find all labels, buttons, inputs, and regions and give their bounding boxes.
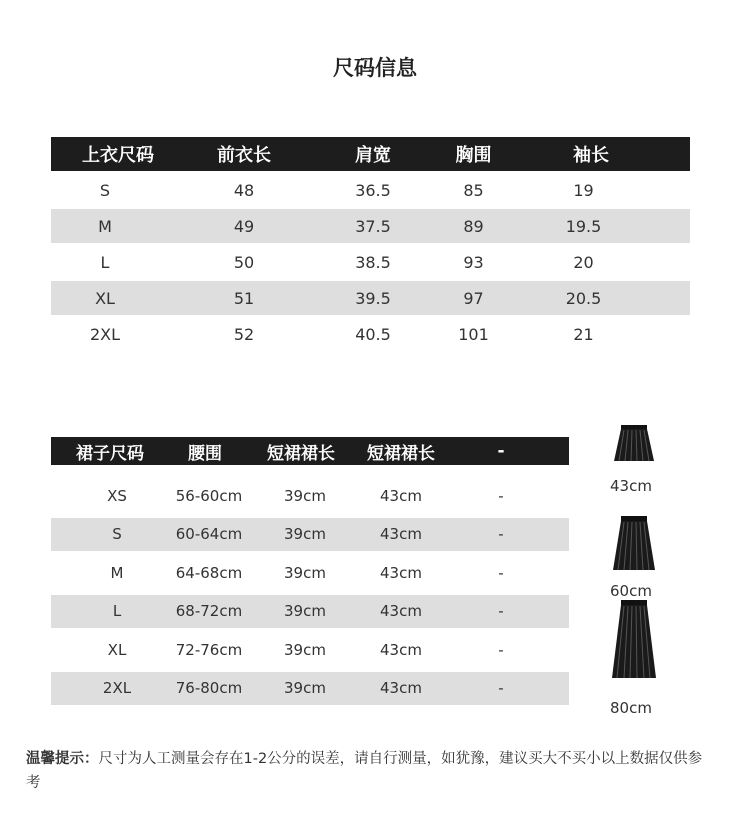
top-header-sleeve: 袖长 — [573, 145, 609, 166]
skirt-table-cell-short-length-2: 43cm — [380, 486, 422, 505]
skirt-table-cell-waist: 72-76cm — [175, 640, 243, 659]
skirt-table-cell-short-length-2: 43cm — [380, 602, 422, 620]
skirt-length-label-43: 43cm — [610, 477, 652, 495]
top-table-cell-sleeve: 19 — [573, 180, 594, 200]
top-table-header — [51, 137, 690, 171]
skirt-table-cell-dash: - — [498, 679, 504, 697]
skirt-table-cell-dash: - — [498, 640, 504, 659]
skirt-table-cell-dash: - — [498, 563, 504, 582]
skirt-table-cell-size: 2XL — [102, 679, 132, 697]
skirt-table-row — [51, 479, 569, 512]
top-table-row — [51, 173, 690, 207]
skirt-table-cell-short-length-2: 43cm — [380, 525, 422, 543]
skirt-table-cell-waist: 68-72cm — [175, 602, 243, 620]
skirt-table-cell-dash: - — [498, 486, 504, 505]
skirt-long-icon — [610, 600, 658, 682]
skirt-table-cell-short-length: 39cm — [284, 563, 326, 582]
top-table-cell-chest: 93 — [463, 252, 484, 272]
top-table-cell-chest: 101 — [458, 324, 489, 344]
skirt-table-cell-short-length: 39cm — [284, 640, 326, 659]
top-table-row — [51, 209, 690, 243]
skirt-table-cell-waist: 76-80cm — [175, 679, 243, 697]
top-size-table — [51, 137, 690, 362]
skirt-table-cell-waist: 56-60cm — [175, 486, 243, 505]
skirt-length-label-80: 80cm — [610, 699, 652, 717]
page-title: 尺码信息 — [333, 56, 417, 80]
top-header-shoulder: 肩宽 — [355, 145, 391, 166]
top-table-cell-length: 48 — [233, 180, 255, 200]
top-table-cell-size: XL — [95, 288, 115, 308]
skirt-table-cell-waist: 60-64cm — [175, 525, 243, 543]
skirt-table-row — [51, 556, 569, 589]
top-table-cell-sleeve: 21 — [573, 324, 594, 344]
skirt-short-icon — [612, 425, 656, 465]
skirt-table-cell-short-length-2: 43cm — [380, 563, 422, 582]
top-table-cell-chest: 97 — [463, 288, 484, 308]
top-table-cell-length: 49 — [233, 216, 255, 236]
skirt-table-cell-size: L — [112, 602, 122, 620]
skirt-table-cell-short-length: 39cm — [284, 486, 326, 505]
skirt-table-cell-size: XL — [107, 640, 127, 659]
top-table-cell-shoulder: 37.5 — [355, 216, 391, 236]
skirt-header-waist: 腰围 — [188, 443, 222, 464]
top-table-cell-size: S — [99, 180, 111, 200]
top-table-row — [51, 245, 690, 279]
skirt-length-label-60: 60cm — [610, 582, 652, 600]
top-table-cell-size: M — [98, 216, 112, 236]
skirt-table-cell-short-length: 39cm — [284, 602, 326, 620]
top-table-cell-sleeve: 20.5 — [565, 288, 602, 308]
skirt-table-cell-dash: - — [498, 525, 504, 543]
top-table-cell-shoulder: 36.5 — [355, 180, 391, 200]
skirt-table-cell-short-length-2: 43cm — [380, 679, 422, 697]
top-table-cell-size: L — [100, 252, 110, 272]
skirt-table-row — [51, 518, 569, 551]
skirt-table-cell-short-length: 39cm — [284, 679, 326, 697]
top-table-cell-chest: 89 — [463, 216, 484, 236]
tip-text: 尺寸为人工测量会存在1-2公分的误差，请自行测量，如犹豫，建议买大不买小以上数据仅供参考 — [26, 751, 703, 791]
top-table-cell-length: 52 — [233, 324, 255, 344]
skirt-table-cell-size: XS — [107, 486, 127, 505]
top-table-cell-shoulder: 40.5 — [355, 324, 391, 344]
top-header-length: 前衣长 — [217, 145, 271, 166]
skirt-table-cell-size: S — [112, 525, 122, 543]
top-table-cell-chest: 85 — [463, 180, 484, 200]
skirt-header-dash: - — [497, 441, 505, 461]
top-table-cell-length: 51 — [233, 288, 255, 308]
skirt-table-row — [51, 595, 569, 628]
skirt-table-row — [51, 672, 569, 705]
skirt-header-size: 裙子尺码 — [76, 443, 144, 464]
skirt-size-table — [51, 437, 569, 697]
skirt-table-cell-dash: - — [498, 602, 504, 620]
top-table-cell-sleeve: 20 — [573, 252, 594, 272]
skirt-table-cell-size: M — [110, 563, 124, 582]
top-table-cell-size: 2XL — [89, 324, 121, 344]
skirt-table-cell-waist: 64-68cm — [175, 563, 243, 582]
warm-tip — [26, 747, 706, 795]
skirt-header-short-length-2: 短裙裙长 — [367, 443, 435, 464]
top-table-cell-sleeve: 19.5 — [565, 216, 602, 236]
top-table-cell-length: 50 — [233, 252, 255, 272]
top-table-row — [51, 317, 690, 351]
top-header-chest: 胸围 — [455, 145, 492, 166]
top-table-cell-shoulder: 38.5 — [355, 252, 391, 272]
top-table-row — [51, 281, 690, 315]
skirt-medium-icon — [611, 516, 657, 574]
skirt-table-header — [51, 437, 569, 465]
skirt-table-cell-short-length: 39cm — [284, 525, 326, 543]
skirt-table-cell-short-length-2: 43cm — [380, 640, 422, 659]
skirt-header-short-length: 短裙裙长 — [267, 443, 335, 464]
skirt-table-row — [51, 633, 569, 666]
top-header-size: 上衣尺码 — [82, 145, 154, 166]
top-table-cell-shoulder: 39.5 — [355, 288, 391, 308]
tip-label: 温馨提示： — [26, 751, 99, 767]
